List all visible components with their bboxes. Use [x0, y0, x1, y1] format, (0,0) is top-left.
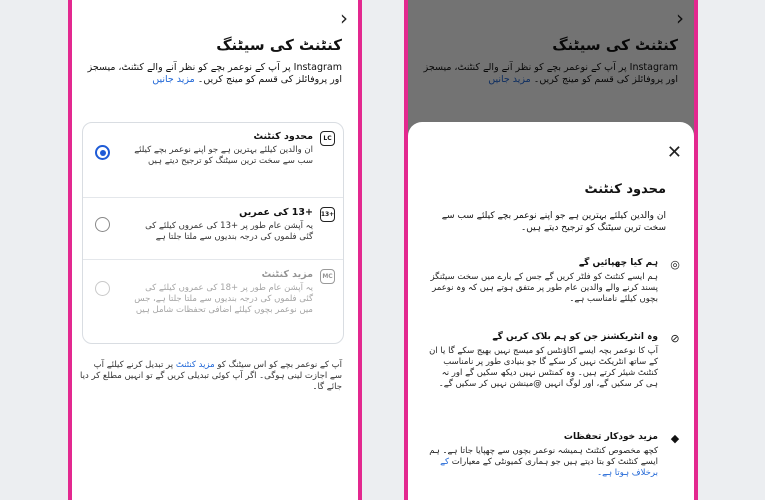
- lc-icon: LC: [320, 131, 335, 146]
- eye-slash-icon: ◎: [670, 258, 680, 271]
- footer-note: آپ کے نوعمر بچے کو اس سیٹنگ کو مزید کنٹنٹ پر تبدیل کرنے کیلئے آپ سے اجازت لینی ہوگی۔ اگر آپ کوئی تبدیلی کریں گے تو انہیں مطلع کر دیا جائے گا۔: [80, 360, 342, 392]
- option-more-content[interactable]: [83, 263, 343, 343]
- page-title: کنٹنٹ کی سیٹنگ: [216, 36, 342, 54]
- bottom-sheet: [408, 122, 694, 500]
- section-what-we-hide: [420, 258, 682, 322]
- section-title: مزید خودکار تحفظات: [563, 432, 658, 442]
- guidelines-link[interactable]: کے برخلاف ہوتا ہے۔: [440, 457, 658, 478]
- section-title: ہم کیا چھپائیں گے: [578, 258, 658, 268]
- divider: [83, 259, 343, 260]
- option-limited-content[interactable]: [83, 125, 343, 197]
- chevron-right-icon[interactable]: ›: [340, 6, 348, 30]
- content-options-card: [82, 122, 344, 344]
- section-body: آپ کا نوعمر بچہ ایسے اکاؤنٹس کو میسج نہیں بھیج سکے گا یا ان کے ساتھ انٹریکٹ نہیں کر سکے گا جو بنیادی طور پر نامناسب کنٹنٹ شیئر کرتے ہیں۔ وہ کمنٹس نہیں دیکھ سکیں گے اور نہ ہی کر سکیں گے، اور لوگ انہیں @مینشن نہیں کر سکیں گے۔: [429, 346, 658, 389]
- section-blocked-interactions: [420, 332, 682, 412]
- learn-more-link[interactable]: مزید جانیں: [152, 74, 195, 85]
- phone-screen-right: [404, 0, 698, 500]
- divider: [83, 197, 343, 198]
- close-icon[interactable]: ✕: [666, 142, 682, 163]
- option-description: یہ آپشن عام طور پر +13 کی عمروں کیلئے کی گئی فلموں کی درجہ بندیوں سے ملتا جلتا ہے: [145, 221, 313, 242]
- page-description: Instagram پر آپ کے نوعمر بچے کو نظر آنے والے کنٹنٹ، میسجز اور پروفائلز کی قسم کو مینج کریں۔ مزید جانیں: [87, 62, 342, 85]
- option-title: مزید کنٹنٹ: [261, 269, 313, 280]
- thirteen-plus-icon: 13+: [320, 207, 335, 222]
- sheet-title: محدود کنٹنٹ: [584, 182, 666, 197]
- option-title: +13 کی عمریں: [239, 207, 313, 218]
- radio-unselected[interactable]: [95, 281, 110, 296]
- more-content-link[interactable]: مزید کنٹنٹ: [175, 360, 215, 370]
- shield-icon: ◆: [670, 432, 680, 445]
- sheet-description: ان والدین کیلئے بہترین ہے جو اپنے نوعمر بچے کیلئے سب سے سخت ترین سیٹنگ کو ترجیح دیتے ہیں۔: [441, 211, 666, 233]
- option-description: ان والدین کیلئے بہترین ہے جو اپنے نوعمر بچے کیلئے سب سے سخت ترین سیٹنگ کو ترجیح دیتے ہیں: [134, 145, 313, 166]
- section-body: کچھ مخصوص کنٹنٹ ہمیشہ نوعمر بچوں سے چھپایا جاتا ہے۔ ہم ایسے کنٹنٹ کو بتا دیتے ہیں جو ہماری کمیونٹی کے معیارات کے برخلاف ہوتا ہے۔: [429, 446, 658, 478]
- mc-icon: MC: [320, 269, 335, 284]
- section-body: ہم ایسے کنٹنٹ کو فلٹر کریں گے جس کے بارے میں سخت سیٹنگز پسند کرنے والے والدین عام طور پر متفق ہوتے ہیں کہ وہ نوعمر بچوں کیلئے نامناسب ہے۔: [430, 272, 658, 304]
- blocked-users-icon: ⊘: [670, 332, 680, 345]
- section-title: وہ انٹریکشنز جن کو ہم بلاک کریں گے: [492, 332, 658, 342]
- option-description: یہ آپشن عام طور پر +18 کی عمروں کیلئے کی گئی فلموں کی درجہ بندیوں سے ملتا جلتا ہے، جس میں نوعمر بچوں کیلئے اضافی تحفظات شامل ہیں: [134, 283, 313, 315]
- option-13-plus[interactable]: [83, 201, 343, 257]
- radio-selected[interactable]: [95, 145, 110, 160]
- section-automatic-protections: [420, 432, 682, 492]
- phone-screen-left: [68, 0, 362, 500]
- radio-unselected[interactable]: [95, 217, 110, 232]
- option-title: محدود کنٹنٹ: [253, 131, 313, 142]
